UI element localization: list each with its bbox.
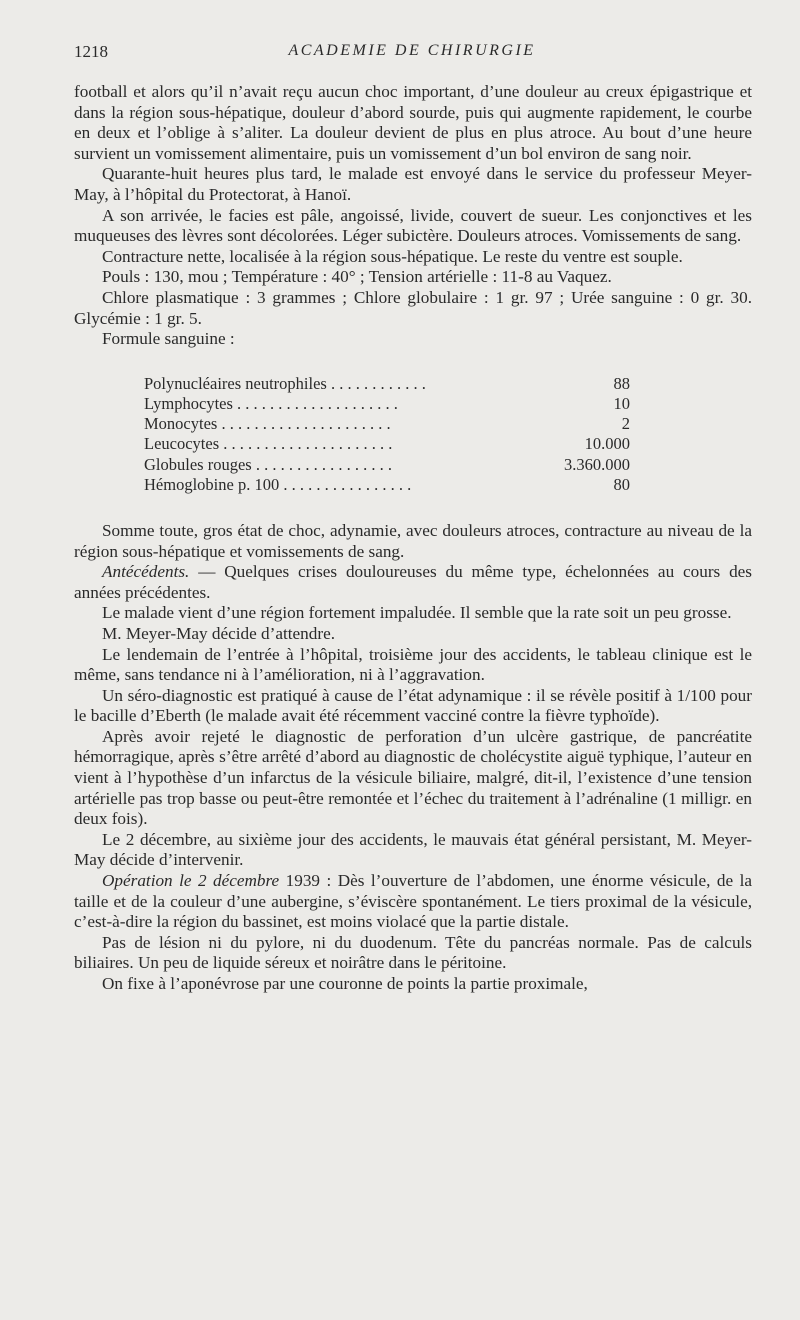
table-row [144,374,630,394]
paragraph: Le 2 décembre, au sixième jour des accidents, le mauvais état général persistant, M. Meyer-May décide d’intervenir. [74,829,752,870]
table-label: Leucocytes . . . . . . . . . . . . . . . . . . . . . [144,434,393,454]
paragraph: Le lendemain de l’entrée à l’hôpital, troisième jour des accidents, le tableau clinique est le même, sans tendance ni à l’amélioration, ni à l’aggravation. [74,644,752,685]
page-number: 1218 [74,42,108,61]
paragraph: Opération le 2 décembre 1939 : Dès l’ouverture de l’abdomen, une énorme vésicule, de la taille et de la couleur d’une aubergine, s’éviscère spontanément. Le tiers proximal de la vésicule, c’est-à-dire la région du bassinet, est moins violacé que la partie distale. [74,871,753,932]
running-title: ACADEMIE DE CHIRURGIE [288,42,536,59]
spacer [74,350,752,374]
table-label: Lymphocytes . . . . . . . . . . . . . . . . . . . . [144,393,398,413]
table-label: Globules rouges . . . . . . . . . . . . . . . . . [144,454,392,474]
table-value: 2 [621,414,630,434]
table-row [144,455,630,475]
paragraph: Somme toute, gros état de choc, adynamie, avec douleurs atroces, contracture au niveau de la région sous-hépatique et vomissements de sang. [74,520,752,561]
spacer [74,495,752,521]
table-row [144,394,630,414]
table-label: Monocytes . . . . . . . . . . . . . . . . . . . . . [144,414,391,434]
antecedents-label: Antécédents. [102,562,190,582]
paragraph: Chlore plasmatique : 3 grammes ; Chlore globulaire : 1 gr. 97 ; Urée sanguine : 0 gr. 30. Glycémie : 1 gr. 5. [74,287,752,328]
paragraph: Pouls : 130, mou ; Température : 40° ; Tension artérielle : 11-8 au Vaquez. [102,267,612,287]
paragraph: Un séro-diagnostic est pratiqué à cause de l’état adynamique : il se révèle positif à 1/100 pour le bacille d’Eberth (le malade avait été récemment vacciné contre la fièvre typhoïde). [74,685,752,726]
paragraph: Formule sanguine : [102,329,235,349]
page-header [74,40,750,64]
paragraph: football et alors qu’il n’avait reçu aucun choc important, d’une douleur au creux épigastrique et dans la région sous-hépatique, douleur d’abord sourde, puis qui augmente rapidement, le courbe en deux et l’oblige à s’aliter. La douleur devient de plus en plus atroce. Au bout d’une heure survient un vomissement alimentaire, puis un vomissement d’un bol environ de sang noir. [74,82,752,163]
table-value: 88 [613,373,630,393]
table-row [144,475,630,495]
paragraph: M. Meyer-May décide d’attendre. [102,623,336,643]
paragraph: Après avoir rejeté le diagnostic de perforation d’un ulcère gastrique, de pancréatite hémorragique, après s’être arrêté d’abord au diagnostic de cholécystite aiguë typhique, l’auteur en vient à l’hypothèse d’un infarctus de la vésicule biliaire, malgré, dit-il, l’existence d’une tension artérielle pas trop basse ou peut-être remontée et l’échec du traitement à l’adrénaline (1 milligr. en deux fois). [74,726,752,829]
paragraph: Le malade vient d’une région fortement impaludée. Il semble que la rate soit un peu grosse. [102,603,732,623]
paragraph: Pas de lésion ni du pylore, ni du duodenum. Tête du pancréas normale. Pas de calculs biliaires. Un peu de liquide séreux et noirâtre dans le péritoine. [74,932,752,973]
paragraph: A son arrivée, le facies est pâle, angoissé, livide, couvert de sueur. Les conjonctives et les muqueuses des lèvres sont décolorées. Léger subictère. Douleurs atroces. Vomissements de sang. [74,205,752,246]
table-value: 80 [613,474,630,494]
body-text [74,82,752,995]
table-row [144,414,630,434]
paragraph: Quarante-huit heures plus tard, le malade est envoyé dans le service du professeur Meyer-May, à l’hôpital du Protectorat, à Hanoï. [74,164,752,204]
table-value: 3.360.000 [564,454,630,474]
paragraph: On fixe à l’aponévrose par une couronne de points la partie proximale, [102,974,588,993]
paragraph: Contracture nette, localisée à la région sous-hépatique. Le reste du ventre est souple. [102,246,683,266]
table-label: Polynucléaires neutrophiles . . . . . . . . . . . . [144,373,426,393]
table-value: 10 [613,393,630,413]
operation-label: Opération le 2 décembre [102,871,280,891]
paragraph: Antécédents. — Quelques crises douloureuses du même type, échelonnées au cours des années précédentes. [74,562,752,602]
table-row [144,434,630,454]
table-label: Hémoglobine p. 100 . . . . . . . . . . . . . . . . [144,474,412,494]
table-value: 10.000 [584,434,630,454]
blood-formula-table [144,374,630,495]
